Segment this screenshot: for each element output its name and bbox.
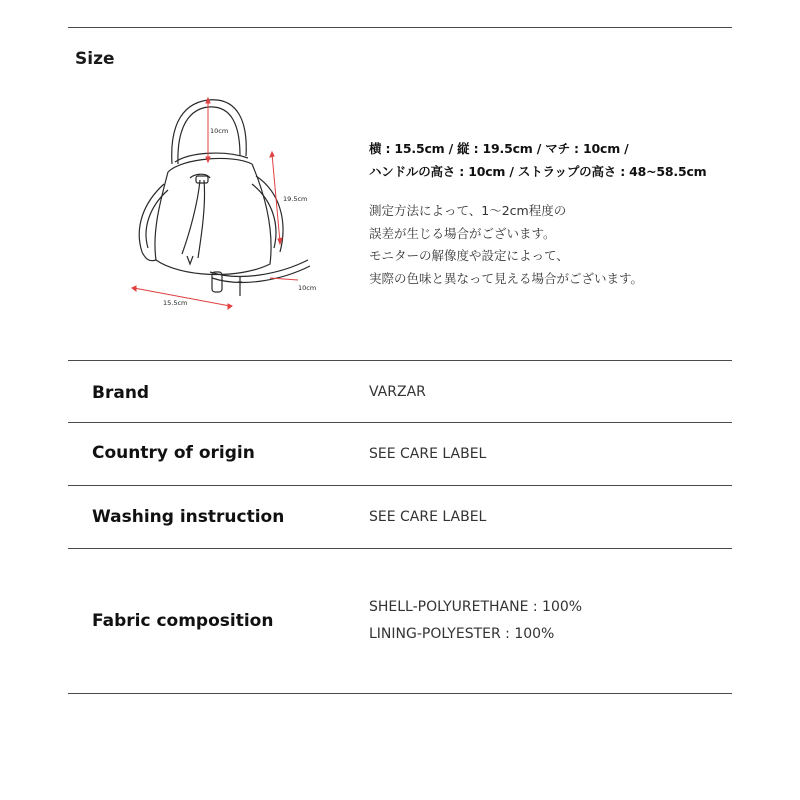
size-spec-line-1: 横 : 15.5cm / 縦 : 19.5cm / マチ : 10cm / [369, 141, 629, 156]
brand-value: VARZAR [369, 384, 426, 400]
top-divider [68, 27, 732, 28]
brand-label: Brand [92, 383, 150, 403]
size-note-line-2: 誤差が生じる場合がございます。 [369, 226, 556, 241]
size-bottom-divider [68, 360, 732, 361]
washing-instruction-value: SEE CARE LABEL [369, 509, 487, 525]
handle-dimension-label: 10cm [210, 127, 229, 135]
washing-instruction-label: Washing instruction [92, 507, 285, 527]
depth-dimension-label: 10cm [298, 284, 317, 292]
size-note-line-1: 測定方法によって、1〜2cm程度の [369, 203, 567, 218]
country-of-origin-value: SEE CARE LABEL [369, 446, 487, 462]
height-dimension-label: 19.5cm [283, 195, 308, 203]
fabric-composition-label: Fabric composition [92, 611, 274, 631]
bucket-bag-illustration [120, 92, 320, 312]
washing-divider [68, 548, 732, 549]
size-spec-line-2: ハンドルの高さ : 10cm / ストラップの高さ : 48~58.5cm [369, 164, 707, 179]
bottom-divider [68, 693, 732, 694]
size-section-title: Size [75, 49, 115, 69]
fabric-composition-value-1: SHELL-POLYURETHANE : 100% [369, 599, 583, 615]
size-note-line-3: モニターの解像度や設定によって、 [369, 248, 569, 263]
brand-divider [68, 422, 732, 423]
country-divider [68, 485, 732, 486]
fabric-composition-value-2: LINING-POLYESTER : 100% [369, 626, 555, 642]
width-dimension-label: 15.5cm [163, 299, 188, 307]
country-of-origin-label: Country of origin [92, 443, 255, 463]
size-note-line-4: 実際の色味と異なって見える場合がございます。 [369, 271, 644, 286]
